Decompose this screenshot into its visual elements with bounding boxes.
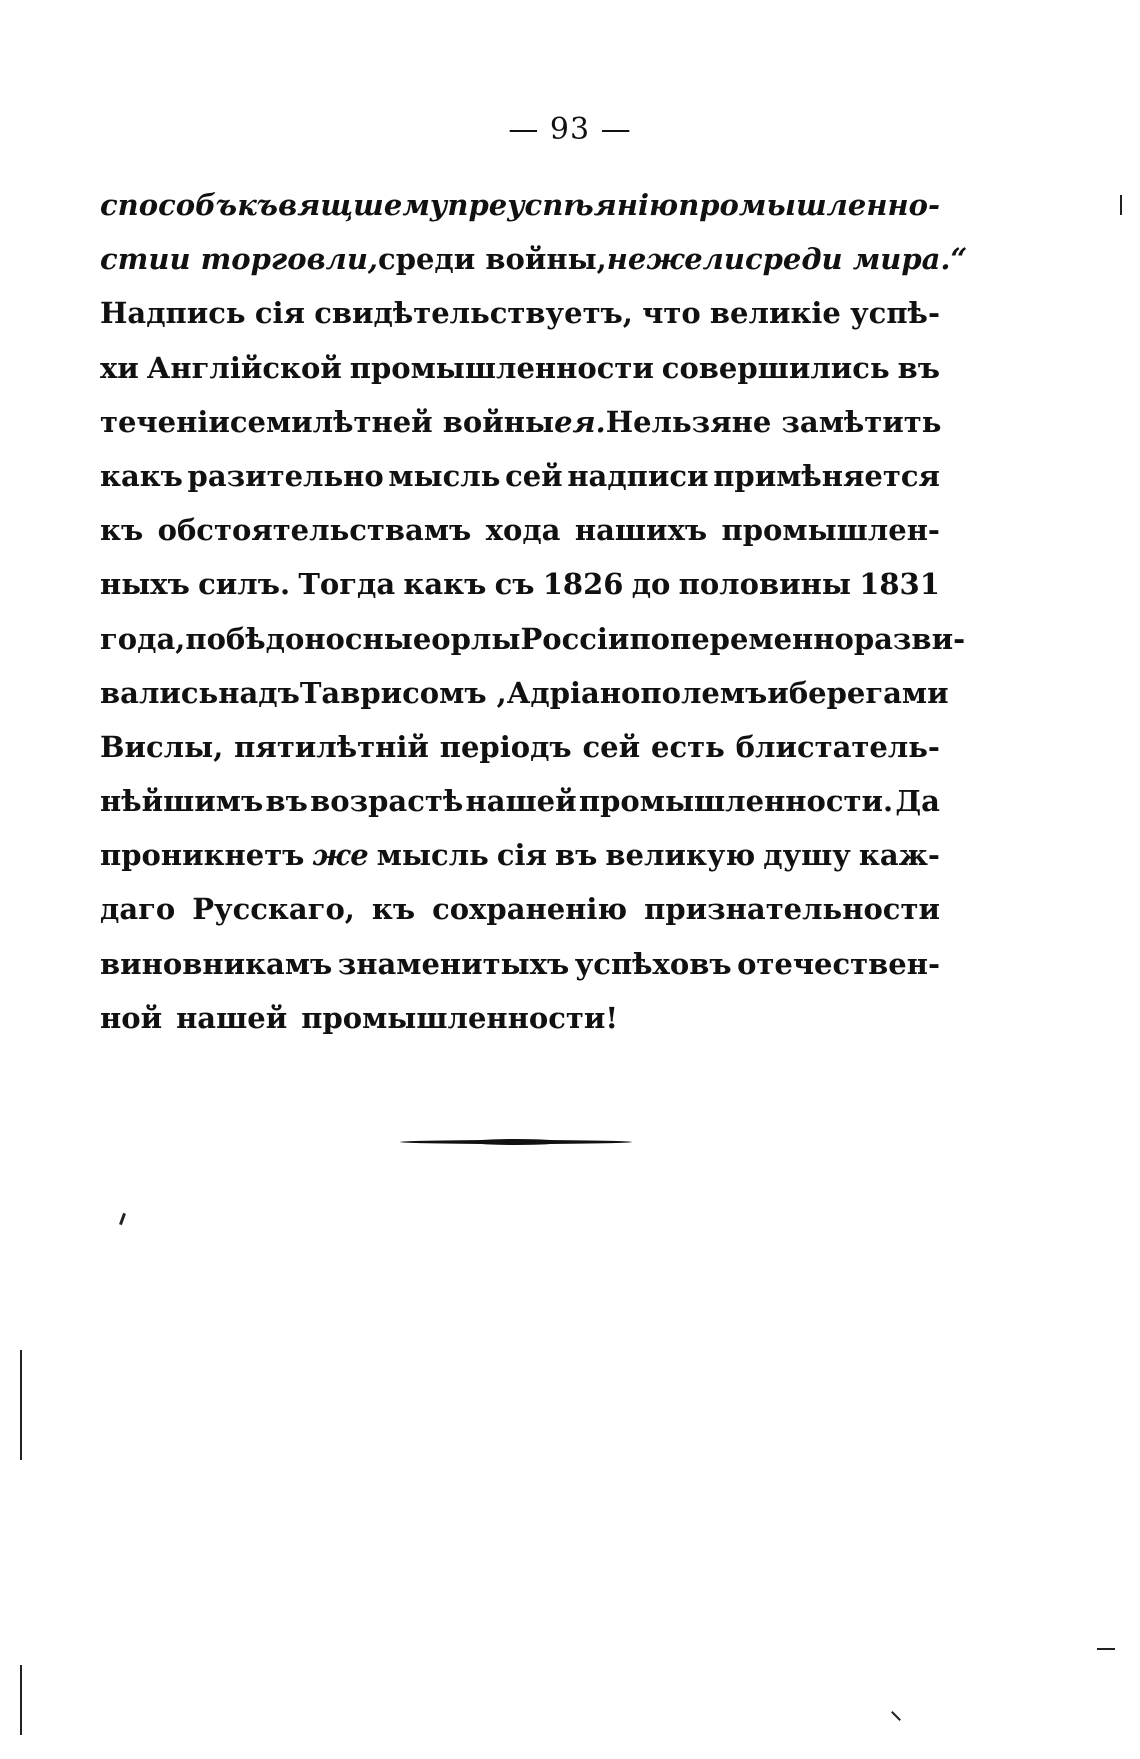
text-line [100,947,940,1001]
word: промышленности. [578,784,894,819]
word: Тогда [298,567,396,602]
word: года, [100,621,186,656]
word: сія [496,838,547,873]
word: Таврисомъ , [299,675,507,710]
word: есть [651,729,725,764]
word: возрастѣ [310,784,464,819]
word: промышленно- [678,188,940,222]
word: не замѣтить [731,404,942,439]
word: отечествен- [737,946,940,981]
text-line [100,730,940,784]
text-line [100,892,940,946]
text-line [100,675,949,730]
word: совершились [661,350,890,385]
word: душу [763,838,851,873]
word: Русскаго, [192,892,355,927]
word: ной [100,1000,163,1035]
word: въ [554,838,598,873]
text-line [100,242,968,296]
text-line [100,838,940,892]
word: хода [485,513,561,548]
text-line [100,567,940,621]
text-line [100,351,940,405]
word: семилѣтней войны [229,404,555,439]
scan-mark [891,1711,901,1721]
text-line [100,621,966,676]
word: же [312,838,369,873]
word: надписи [567,458,709,493]
word: до [631,567,671,602]
word: берегами [788,675,949,710]
text-line [100,1001,940,1055]
text-line [100,784,940,838]
word: ея. [554,404,606,439]
word: разительно [187,458,384,493]
word: въ [897,350,940,385]
body-text [100,188,968,1055]
word: Да [895,784,940,819]
word: промышленности! [301,1000,619,1035]
scan-mark [20,1350,22,1460]
word: успѣховъ [574,946,732,981]
scan-mark [20,1665,22,1735]
word: сей [582,729,641,764]
word: великіе [709,296,841,331]
word: великую [605,838,756,873]
word: 1826 [542,567,624,602]
word: Россіи [520,621,630,656]
word: что [642,296,701,331]
word: среди мира.“ [744,242,968,277]
text-line [100,296,940,350]
word: успѣ- [850,296,940,331]
text-line [100,405,940,459]
word: въ [265,784,308,819]
word: сохраненію [432,892,628,927]
word: 1831 [859,567,940,602]
text-line [100,188,940,242]
word: каж- [858,838,940,873]
word: промышлен- [721,513,940,548]
word: проникнетъ [100,838,305,873]
word: съ [494,567,535,602]
word: примѣняется [713,458,940,493]
word: надъ [218,675,300,710]
word: сія [254,296,305,331]
word: вящшему [278,188,448,222]
word: признательности [644,892,940,927]
word: промышленности [349,350,654,385]
word: мысль [376,838,489,873]
end-rule [400,1140,632,1144]
word: даго [100,892,176,927]
word: теченіи [100,404,230,439]
word: виновникамъ [100,946,333,981]
word: преуспѣянію [447,188,679,222]
word: какъ [403,567,487,602]
word: Адріанополемъ [506,675,768,710]
scan-mark [1097,1648,1115,1650]
word: нашей [465,784,577,819]
word: къ [237,188,278,222]
word: вались [100,675,219,710]
word: разви- [853,621,966,656]
word: къ [100,513,144,548]
word: хи [100,350,139,385]
scan-mark [119,1213,126,1225]
word: обстоятельствамъ [157,513,472,548]
word: орлы [431,621,521,656]
word: ныхъ [100,567,190,602]
word: попеременно [629,621,854,656]
word: къ [371,892,416,927]
word: нежели [606,242,745,277]
word: блистатель- [735,729,940,764]
word: и торговли, [169,242,379,277]
word: мысль [388,458,501,493]
word: нашихъ [574,513,708,548]
scan-mark [1120,195,1122,215]
word: половины [678,567,851,602]
word: Вислы, [100,729,224,764]
word: и [767,675,789,710]
word: нашей [176,1000,288,1035]
page-number: — 93 — [508,112,632,147]
word: сей [505,458,563,493]
text-line [100,513,940,567]
word: побѣдоносные [185,621,432,656]
word: періодъ [439,729,572,764]
word: знаменитыхъ [337,946,570,981]
word: свидѣтельствуетъ, [314,296,633,331]
word: Англійской [146,350,342,385]
word: Нельзя [605,404,732,439]
word: силъ. [198,567,291,602]
word: нѣйшимъ [100,784,264,819]
word: способъ [100,188,238,222]
text-line [100,459,940,513]
word: сти [100,242,170,277]
word: какъ [100,458,183,493]
word: пятилѣтній [234,729,429,764]
word: Надпись [100,296,246,331]
word: среди войны, [378,242,607,277]
